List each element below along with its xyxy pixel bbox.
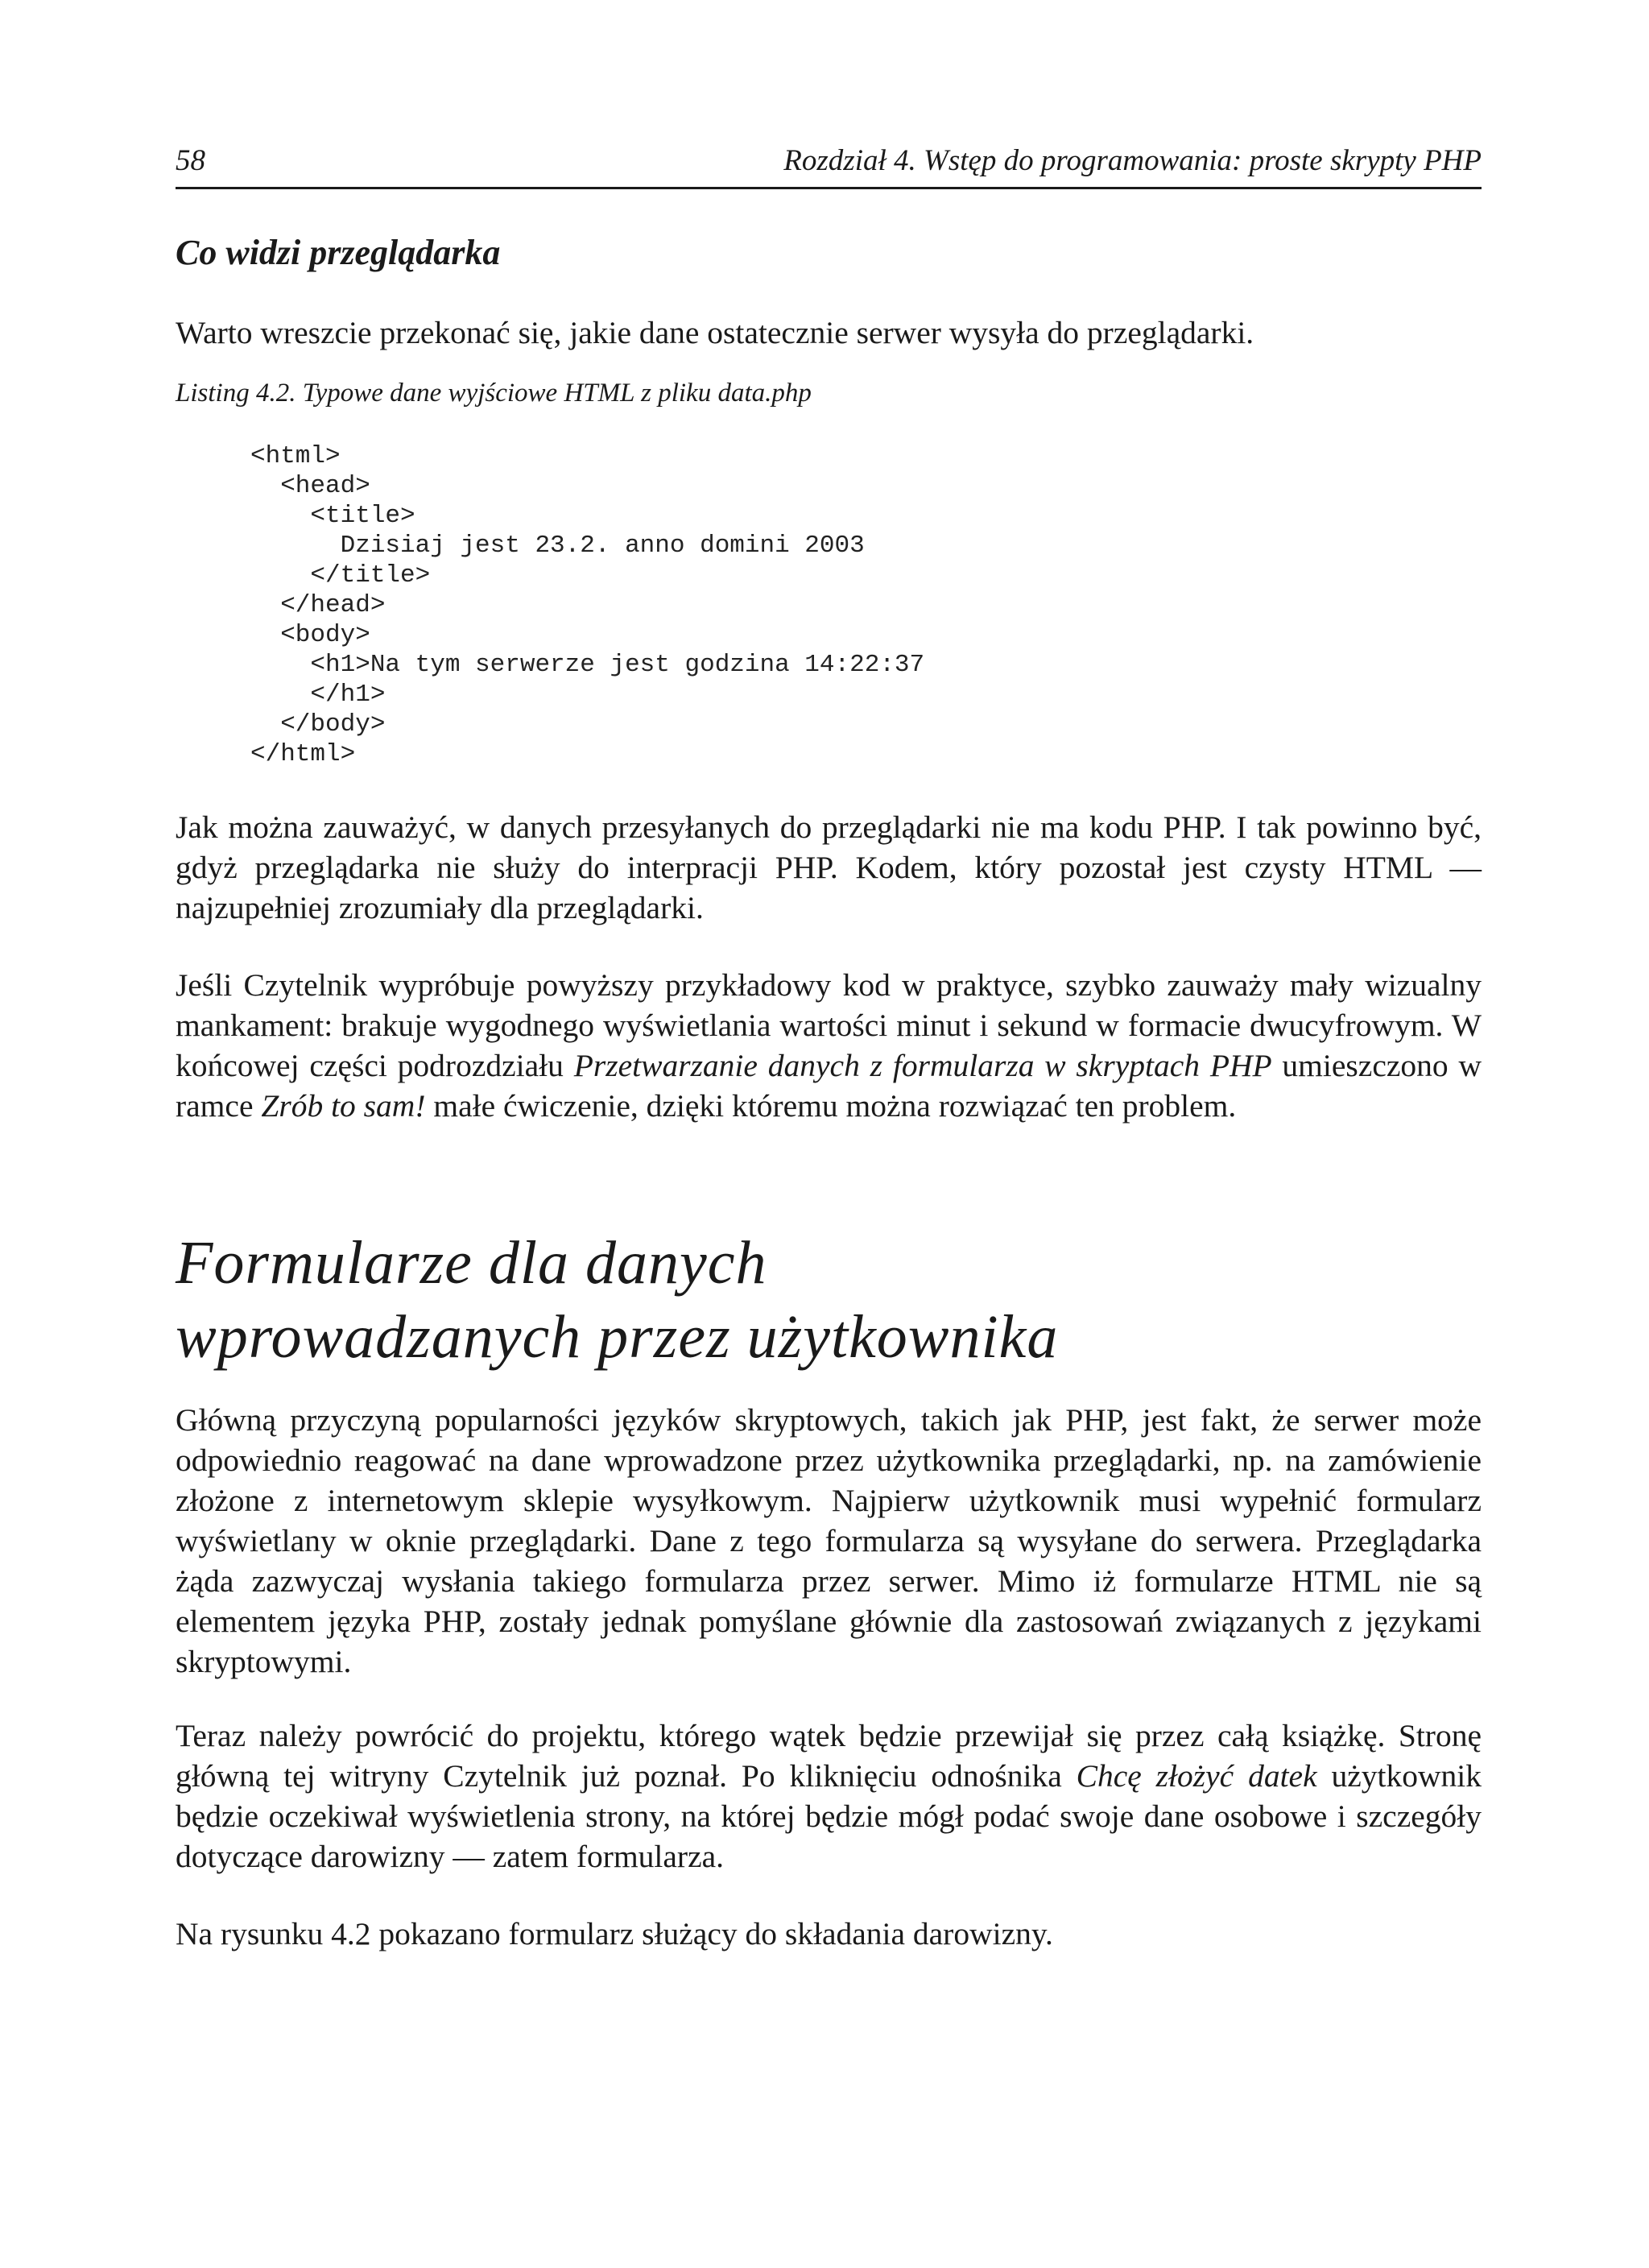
paragraph-figure-reference: Na rysunku 4.2 pokazano formularz służący do składania darowizny.	[176, 1916, 1053, 1951]
paragraph-text: Jeśli Czytelnik wypróbuje powyższy przykładowy kod w praktyce, szybko zauważy mały wizualny mankament: brakuje wygodnego wyświetlania wartości minut i sekund w formacie dwucyfrowym. W końcowej części podrozdziału	[176, 967, 1482, 1083]
intro-paragraph: Warto wreszcie przekonać się, jakie dane ostatecznie serwer wysyła do przeglądarki.	[176, 315, 1254, 350]
chapter-title: Rozdział 4. Wstęp do programowania: proste skrypty PHP	[783, 144, 1482, 177]
page-number: 58	[176, 144, 205, 177]
code-line: </html>	[250, 740, 356, 768]
code-line: </title>	[250, 561, 431, 590]
code-line: <head>	[250, 472, 370, 500]
section-title	[176, 1226, 1058, 1374]
section-reference: Przetwarzanie danych z formularza w skryptach PHP	[573, 1048, 1272, 1083]
paragraph-text: umieszczono w ramce	[176, 1048, 1482, 1124]
section-title-line-1: Formularze dla danych	[176, 1229, 767, 1297]
code-line: </h1>	[250, 681, 386, 709]
code-listing	[250, 441, 924, 769]
running-header	[176, 137, 1482, 189]
paragraph-text: użytkownik będzie oczekiwał wyświetlenia strony, na której będzie mógł podać swoje dane osobowe i szczegóły dotyczące darowizny — zatem formularza.	[176, 1758, 1482, 1874]
code-line: <title>	[250, 502, 415, 530]
link-reference: Chcę złożyć datek	[1076, 1758, 1317, 1794]
box-reference: Zrób to sam!	[261, 1088, 426, 1124]
code-line: </body>	[250, 710, 386, 739]
paragraph-text: małe ćwiczenie, dzięki któremu można rozwiązać ten problem.	[425, 1088, 1237, 1124]
code-line: Dzisiaj jest 23.2. anno domini 2003	[250, 532, 865, 560]
listing-caption: Listing 4.2. Typowe dane wyjściowe HTML z pliku data.php	[176, 379, 812, 408]
code-line: <body>	[250, 621, 370, 649]
paragraph-project	[176, 1715, 1482, 1877]
paragraph-text: Teraz należy powrócić do projektu, którego wątek będzie przewijał się przez całą książkę. Stronę główną tej witryny Czytelnik już poznał. Po kliknięciu odnośnika	[176, 1718, 1482, 1794]
paragraph-no-php-code: Jak można zauważyć, w danych przesyłanych do przeglądarki nie ma kodu PHP. I tak powinno być, gdyż przeglądarka nie służy do interpracji PHP. Kodem, który pozostał jest czysty HTML — najzupełniej zrozumiały dla przeglądarki.	[176, 809, 1482, 925]
paragraph-visual-defect	[176, 965, 1482, 1126]
code-line: <h1>Na tym serwerze jest godzina 14:22:37	[250, 651, 925, 679]
section-title-line-2: wprowadzanych przez użytkownika	[176, 1303, 1059, 1371]
code-line: </head>	[250, 591, 386, 619]
paragraph-forms-intro: Główną przyczyną popularności języków skryptowych, takich jak PHP, jest fakt, że serwer może odpowiednio reagować na dane wprowadzone przez użytkownika przeglądarki, np. na zamówienie złożone z internetowym sklepie wysyłkowym. Najpierw użytkownik musi wypełnić formularz wyświetlany w oknie przeglądarki. Dane z tego formularza są wysyłane do serwera. Przeglądarka żąda zazwyczaj wysłania takiego formularza przez serwer. Mimo iż formularze HTML nie są elementem języka PHP, zostały jednak pomyślane głównie dla zastosowań związanych z językami skryptowymi.	[176, 1402, 1482, 1679]
code-line: <html>	[250, 442, 341, 470]
subsection-title: Co widzi przeglądarka	[176, 233, 501, 272]
